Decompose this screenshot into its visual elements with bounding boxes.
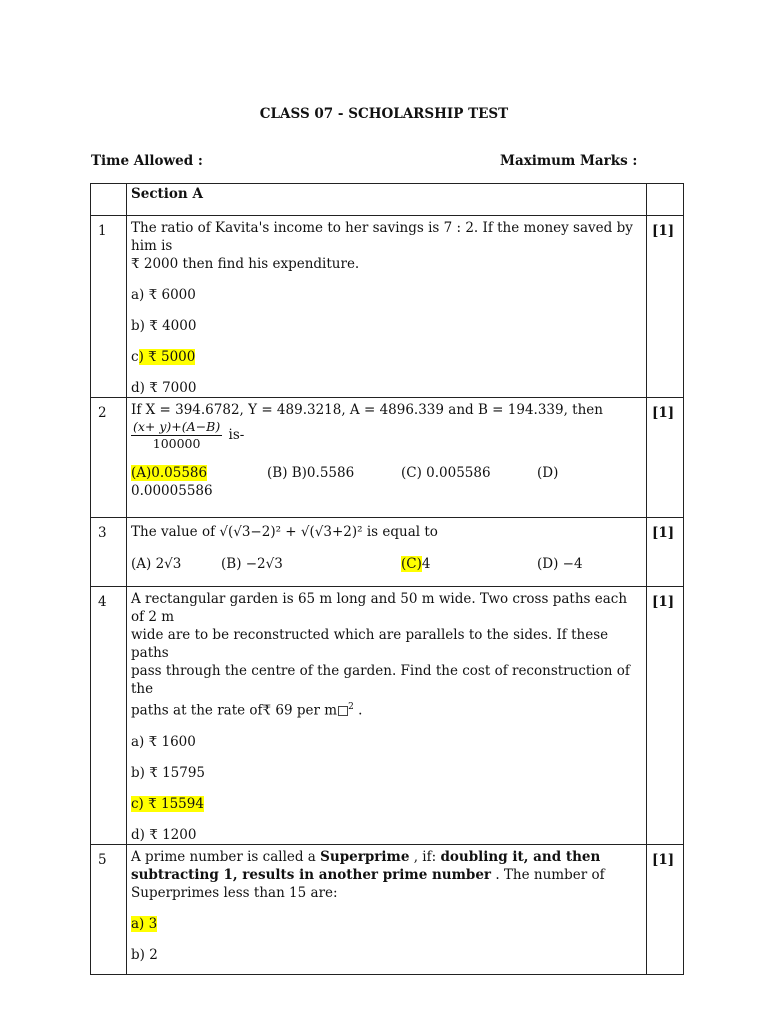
options-row <box>131 464 641 482</box>
option-c: (C) 0.005586 <box>401 465 491 481</box>
question-content <box>127 518 647 587</box>
question-content <box>127 587 647 845</box>
highlighted-answer: c) ₹ 15594 <box>131 795 204 812</box>
question-text: is- <box>228 427 245 443</box>
option-b: b) 2 <box>131 946 158 963</box>
question-table <box>90 183 684 975</box>
question-row <box>91 216 684 398</box>
question-number: 1 <box>91 216 127 398</box>
fraction-denominator: 100000 <box>152 436 201 451</box>
question-text: If X = 394.6782, Y = 489.3218, A = 4896.339 and B = 194.339, then <box>131 402 603 418</box>
option-c: (C)4 <box>401 556 431 572</box>
option-a: (A) 2√3 <box>131 556 182 572</box>
option-d: (D) <box>537 465 559 481</box>
question-number: 2 <box>91 398 127 518</box>
question-content <box>127 844 647 974</box>
question-text: The ratio of Kavita's income to her savings is 7 : 2. If the money saved by him is <box>131 220 633 254</box>
max-marks-label: Maximum Marks : <box>500 153 638 169</box>
fraction-numerator: (x+ y)+(A−B) <box>133 419 221 434</box>
option-c <box>131 795 641 813</box>
question-row <box>91 844 684 974</box>
option-c: c) ₹ 5000 <box>131 349 196 365</box>
question-row <box>91 398 684 518</box>
highlighted-answer: (C) <box>401 556 422 572</box>
question-mark: [1] <box>647 216 684 398</box>
option-a: a) ₹ 1600 <box>131 733 196 750</box>
placeholder-box-icon <box>338 706 348 716</box>
question-text: wide are to be reconstructed which are parallels to the sides. If these paths <box>131 627 609 661</box>
question-mark: [1] <box>647 518 684 587</box>
question-row <box>91 518 684 587</box>
question-content <box>127 398 647 518</box>
question-text: Superprimes less than 15 are: <box>131 884 338 901</box>
question-text: The value of √(√3−2)² + √(√3+2)² is equal to <box>131 524 438 540</box>
option-b: (B) B)0.5586 <box>267 465 355 481</box>
option-a <box>131 915 641 933</box>
question-content <box>127 216 647 398</box>
question-text: A prime number is called a Superprime , if: doubling it, and then <box>131 848 601 865</box>
fraction-line <box>131 419 641 452</box>
option-b: (B) −2√3 <box>221 556 283 572</box>
page-title: CLASS 07 - SCHOLARSHIP TEST <box>259 106 509 122</box>
question-text: A rectangular garden is 65 m long and 50 m wide. Two cross paths each of 2 m <box>131 591 628 625</box>
question-number: 4 <box>91 587 127 845</box>
question-mark: [1] <box>647 844 684 974</box>
section-row <box>91 184 684 216</box>
highlighted-answer: a) 3 <box>131 915 158 932</box>
option-a: (A)0.05586 <box>131 465 208 481</box>
option-b: b) ₹ 4000 <box>131 318 197 334</box>
question-text: paths at the rate of₹ 69 per m $^2$ . <box>131 702 363 719</box>
question-number: 5 <box>91 844 127 974</box>
option-d-value: 0.00005586 <box>131 483 213 499</box>
option-b: b) ₹ 15795 <box>131 764 206 781</box>
option-d: d) ₹ 7000 <box>131 380 197 396</box>
question-row <box>91 587 684 845</box>
question-text: pass through the centre of the garden. Find the cost of reconstruction of the <box>131 663 630 697</box>
fraction <box>131 419 222 452</box>
highlighted-answer: ) ₹ 5000 <box>138 349 196 365</box>
time-allowed-label: Time Allowed : <box>91 153 203 169</box>
question-number: 3 <box>91 518 127 587</box>
math-expression: √(√3−2)² + √(√3+2)² <box>219 524 363 540</box>
option-a: a) ₹ 6000 <box>131 287 196 303</box>
question-mark: [1] <box>647 398 684 518</box>
options-row <box>131 555 641 573</box>
question-text: ₹ 2000 then find his expenditure. <box>131 256 360 272</box>
option-d: d) ₹ 1200 <box>131 826 197 843</box>
question-mark: [1] <box>647 587 684 845</box>
question-text: subtracting 1, results in another prime number . The number of <box>131 866 605 883</box>
section-heading: Section A <box>131 186 203 202</box>
option-d: (D) −4 <box>537 556 583 572</box>
